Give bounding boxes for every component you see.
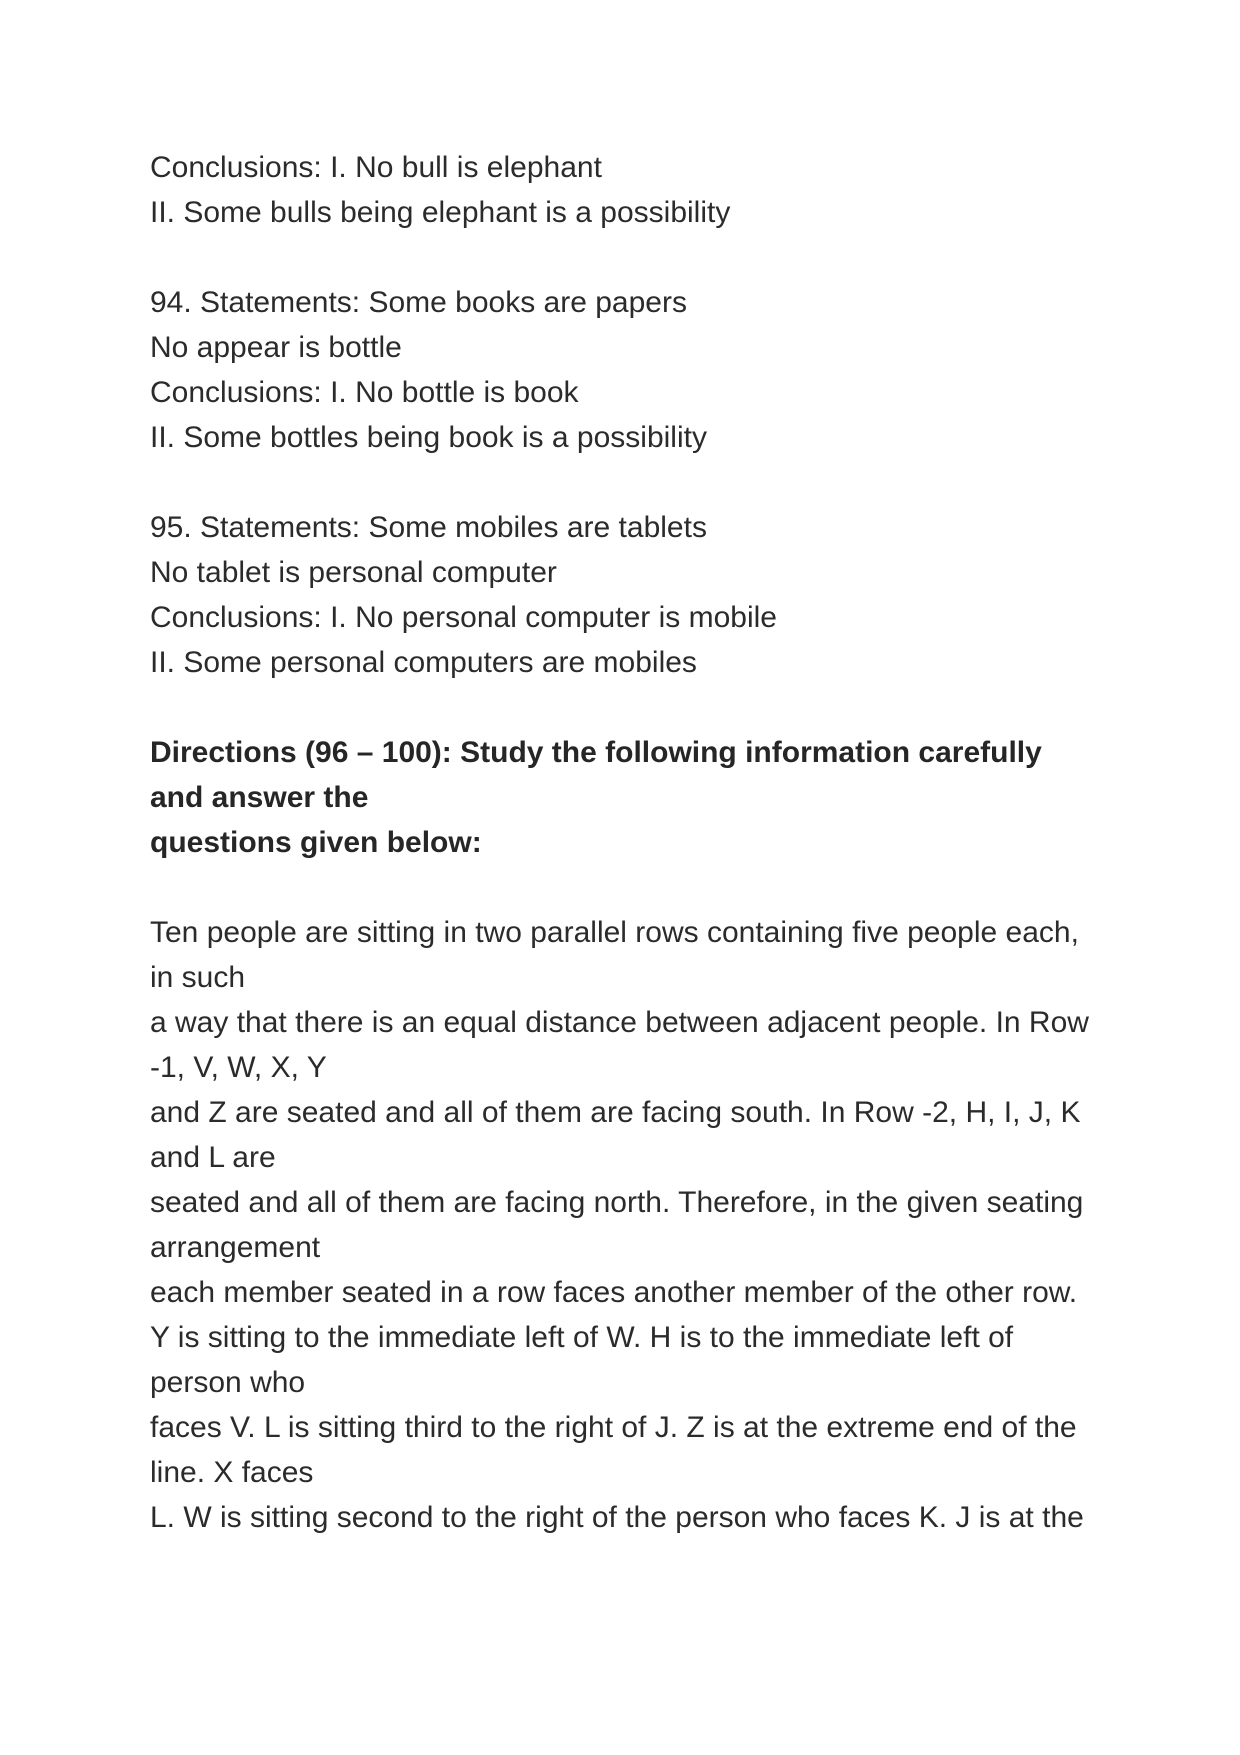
text-line: II. Some bulls being elephant is a possibility: [150, 196, 731, 229]
text-line: No tablet is personal computer: [150, 556, 557, 589]
text-line: II. Some bottles being book is a possibility: [150, 421, 707, 454]
text-line: 95. Statements: Some mobiles are tablets: [150, 511, 707, 544]
text-line: each member seated in a row faces another member of the other row.: [150, 1276, 1078, 1309]
text-line: L. W is sitting second to the right of the person who faces K. J is at the: [150, 1501, 1084, 1534]
text-line: No appear is bottle: [150, 331, 402, 364]
text-line: Ten people are sitting in two parallel rows containing five people each,: [150, 916, 1079, 949]
text-line: and L are: [150, 1141, 276, 1174]
directions-heading: [150, 730, 1095, 865]
text-line: 94. Statements: Some books are papers: [150, 286, 687, 319]
text-line: seated and all of them are facing north. Therefore, in the given seating: [150, 1186, 1084, 1219]
text-line: person who: [150, 1366, 306, 1399]
text-line: a way that there is an equal distance between adjacent people. In Row: [150, 1006, 1089, 1039]
document-content: [150, 145, 1095, 1540]
text-line: and Z are seated and all of them are facing south. In Row -2, H, I, J, K: [150, 1096, 1081, 1129]
question-95: [150, 505, 1095, 685]
text-line: Directions (96 – 100): Study the following information carefully: [150, 736, 1042, 769]
text-line: and answer the: [150, 781, 369, 814]
text-line: Conclusions: I. No bull is elephant: [150, 151, 602, 184]
text-line: -1, V, W, X, Y: [150, 1051, 327, 1084]
text-line: line. X faces: [150, 1456, 314, 1489]
text-line: Y is sitting to the immediate left of W. H is to the immediate left of: [150, 1321, 1014, 1354]
text-line: arrangement: [150, 1231, 321, 1264]
text-line: faces V. L is sitting third to the right of J. Z is at the extreme end of the: [150, 1411, 1077, 1444]
text-line: Conclusions: I. No bottle is book: [150, 376, 579, 409]
text-line: II. Some personal computers are mobiles: [150, 646, 697, 679]
text-line: questions given below:: [150, 826, 482, 859]
seating-arrangement-passage: [150, 910, 1095, 1540]
text-line: in such: [150, 961, 246, 994]
text-line: Conclusions: I. No personal computer is mobile: [150, 601, 777, 634]
question-94: [150, 280, 1095, 460]
question-93-conclusions: [150, 145, 1095, 235]
